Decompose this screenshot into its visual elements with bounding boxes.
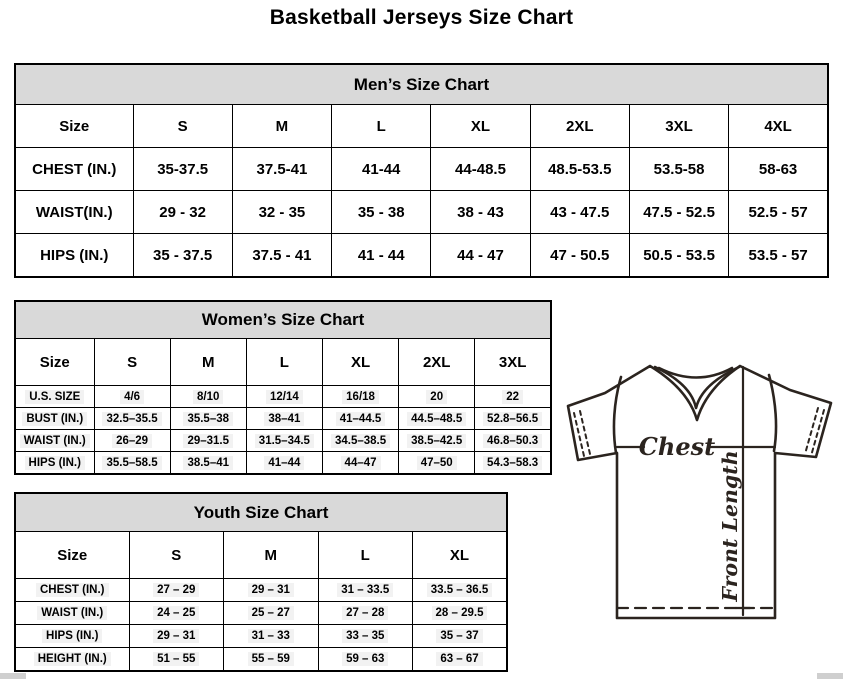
- cell-text: 16/18: [342, 390, 379, 404]
- cell-text: 31.5–34.5: [255, 434, 314, 448]
- column-header-2xl: 2XL: [530, 105, 629, 148]
- row-label: HIPS (IN.): [15, 234, 133, 278]
- table-cell: 47 - 50.5: [530, 234, 629, 278]
- row-label: [15, 579, 129, 602]
- cell-text: 27 – 28: [342, 606, 388, 620]
- table-cell: 58-63: [729, 148, 828, 191]
- table-cell: 52.5 - 57: [729, 191, 828, 234]
- table-cell: 50.5 - 53.5: [629, 234, 728, 278]
- table-cell: 37.5 - 41: [232, 234, 331, 278]
- mens-table-title: Men’s Size Chart: [15, 64, 828, 105]
- cell-text: 46.8–50.3: [483, 434, 542, 448]
- cell-text: WAIST (IN.): [20, 434, 90, 448]
- table-cell: [399, 386, 475, 408]
- cell-text: 33 – 35: [342, 629, 388, 643]
- table-cell: [129, 625, 224, 648]
- table-cell: [170, 408, 246, 430]
- cell-text: WAIST (IN.): [37, 606, 107, 620]
- cell-text: 34.5–38.5: [331, 434, 390, 448]
- cell-text: 59 – 63: [342, 652, 388, 666]
- table-cell: 35 - 38: [332, 191, 431, 234]
- cell-text: U.S. SIZE: [25, 390, 84, 404]
- column-header-s: S: [129, 532, 224, 579]
- size-corner-header: Size: [15, 532, 129, 579]
- table-row: [15, 579, 507, 602]
- jersey-outline: [568, 366, 831, 618]
- table-cell: [322, 408, 398, 430]
- column-header-xl: XL: [322, 339, 398, 386]
- table-cell: [318, 625, 413, 648]
- table-row: [15, 191, 828, 234]
- womens-table-title: Women’s Size Chart: [15, 301, 551, 339]
- cell-text: 25 – 27: [248, 606, 294, 620]
- cell-text: 35 – 37: [436, 629, 482, 643]
- cell-text: 29 – 31: [248, 583, 294, 597]
- cell-text: 24 – 25: [153, 606, 199, 620]
- column-header-xl: XL: [413, 532, 508, 579]
- cell-text: HIPS (IN.): [42, 629, 102, 643]
- jersey-diagram-svg: [560, 356, 843, 628]
- table-cell: 32 - 35: [232, 191, 331, 234]
- cell-text: 4/6: [120, 390, 144, 404]
- table-row: [15, 234, 828, 278]
- row-label: WAIST(IN.): [15, 191, 133, 234]
- table-cell: [413, 648, 508, 672]
- cell-text: 33.5 – 36.5: [427, 583, 493, 597]
- table-cell: 48.5-53.5: [530, 148, 629, 191]
- cell-text: 12/14: [266, 390, 303, 404]
- table-cell: 44 - 47: [431, 234, 530, 278]
- table-cell: [475, 408, 551, 430]
- horizontal-scrollbar-right-stub[interactable]: [817, 673, 843, 679]
- table-cell: [322, 430, 398, 452]
- table-cell: [475, 386, 551, 408]
- table-cell: [129, 602, 224, 625]
- table-cell: [246, 452, 322, 475]
- table-cell: [246, 386, 322, 408]
- table-cell: 53.5-58: [629, 148, 728, 191]
- cell-text: 27 – 29: [153, 583, 199, 597]
- table-cell: [170, 386, 246, 408]
- table-cell: [399, 408, 475, 430]
- column-header-3xl: 3XL: [629, 105, 728, 148]
- mens-size-table: [14, 63, 829, 278]
- table-cell: [224, 648, 319, 672]
- cell-text: 29–31.5: [183, 434, 233, 448]
- row-label: [15, 386, 94, 408]
- cell-text: 35.5–38: [183, 412, 233, 426]
- cell-text: 38.5–41: [183, 456, 233, 470]
- table-cell: [413, 579, 508, 602]
- table-row: [15, 386, 551, 408]
- table-cell: [170, 430, 246, 452]
- table-cell: [224, 625, 319, 648]
- table-row: [15, 625, 507, 648]
- cell-text: 8/10: [193, 390, 223, 404]
- cell-text: 38.5–42.5: [407, 434, 466, 448]
- table-cell: [318, 602, 413, 625]
- table-cell: [475, 430, 551, 452]
- table-cell: [413, 625, 508, 648]
- row-label: [15, 602, 129, 625]
- cell-text: 52.8–56.5: [483, 412, 542, 426]
- table-row: [15, 452, 551, 475]
- table-cell: 38 - 43: [431, 191, 530, 234]
- cell-text: 44–47: [341, 456, 381, 470]
- table-cell: 47.5 - 52.5: [629, 191, 728, 234]
- table-cell: [224, 579, 319, 602]
- column-header-l: L: [318, 532, 413, 579]
- cell-text: CHEST (IN.): [36, 583, 109, 597]
- cell-text: 44.5–48.5: [407, 412, 466, 426]
- table-cell: [94, 386, 170, 408]
- column-header-2xl: 2XL: [399, 339, 475, 386]
- cell-text: 28 – 29.5: [432, 606, 488, 620]
- table-cell: [322, 386, 398, 408]
- table-cell: [399, 452, 475, 475]
- horizontal-scrollbar-left-stub[interactable]: [0, 673, 26, 679]
- row-label: [15, 625, 129, 648]
- table-cell: 43 - 47.5: [530, 191, 629, 234]
- table-cell: 37.5-41: [232, 148, 331, 191]
- table-row: [15, 648, 507, 672]
- cell-text: 22: [502, 390, 523, 404]
- cell-text: 55 – 59: [248, 652, 294, 666]
- size-corner-header: Size: [15, 105, 133, 148]
- womens-size-table: [14, 300, 552, 475]
- table-cell: [318, 648, 413, 672]
- column-header-l: L: [246, 339, 322, 386]
- cell-text: 29 – 31: [153, 629, 199, 643]
- table-cell: [318, 579, 413, 602]
- table-cell: [94, 430, 170, 452]
- page-title: Basketball Jerseys Size Chart: [269, 6, 574, 29]
- cell-text: 41–44.5: [336, 412, 386, 426]
- row-label: [15, 430, 94, 452]
- row-label: [15, 648, 129, 672]
- column-header-l: L: [332, 105, 431, 148]
- column-header-3xl: 3XL: [475, 339, 551, 386]
- table-cell: [129, 579, 224, 602]
- table-cell: 41-44: [332, 148, 431, 191]
- cell-text: 32.5–35.5: [102, 412, 161, 426]
- table-cell: [224, 602, 319, 625]
- table-cell: [94, 452, 170, 475]
- size-corner-header: Size: [15, 339, 94, 386]
- youth-table-title: Youth Size Chart: [15, 493, 507, 532]
- table-cell: 41 - 44: [332, 234, 431, 278]
- cell-text: 31 – 33.5: [337, 583, 393, 597]
- table-row: [15, 408, 551, 430]
- cell-text: 35.5–58.5: [102, 456, 161, 470]
- jersey-measurement-diagram: [560, 356, 843, 628]
- row-label: CHEST (IN.): [15, 148, 133, 191]
- row-label: [15, 452, 94, 475]
- table-cell: [129, 648, 224, 672]
- cell-text: 63 – 67: [436, 652, 482, 666]
- cell-text: 47–50: [417, 456, 457, 470]
- table-row: [15, 602, 507, 625]
- table-cell: 35 - 37.5: [133, 234, 232, 278]
- cell-text: 26–29: [112, 434, 152, 448]
- youth-size-table: [14, 492, 508, 672]
- cell-text: 41–44: [264, 456, 304, 470]
- column-header-s: S: [94, 339, 170, 386]
- table-row: [15, 430, 551, 452]
- table-cell: [399, 430, 475, 452]
- column-header-m: M: [232, 105, 331, 148]
- table-cell: 44-48.5: [431, 148, 530, 191]
- cell-text: 31 – 33: [248, 629, 294, 643]
- table-cell: 29 - 32: [133, 191, 232, 234]
- size-header-row: [15, 339, 551, 386]
- column-header-m: M: [170, 339, 246, 386]
- cell-text: HIPS (IN.): [25, 456, 85, 470]
- row-label: [15, 408, 94, 430]
- table-cell: [475, 452, 551, 475]
- table-cell: 53.5 - 57: [729, 234, 828, 278]
- column-header-xl: XL: [431, 105, 530, 148]
- column-header-s: S: [133, 105, 232, 148]
- size-header-row: [15, 105, 828, 148]
- cell-text: 51 – 55: [153, 652, 199, 666]
- table-cell: [413, 602, 508, 625]
- table-cell: [246, 408, 322, 430]
- cell-text: 20: [426, 390, 447, 404]
- column-header-4xl: 4XL: [729, 105, 828, 148]
- table-cell: [322, 452, 398, 475]
- front-length-label: Front Length: [718, 450, 742, 602]
- table-cell: [246, 430, 322, 452]
- table-cell: 35-37.5: [133, 148, 232, 191]
- table-cell: [94, 408, 170, 430]
- cell-text: BUST (IN.): [22, 412, 87, 426]
- chest-label: Chest: [638, 432, 716, 461]
- size-header-row: [15, 532, 507, 579]
- cell-text: 54.3–58.3: [483, 456, 542, 470]
- column-header-m: M: [224, 532, 319, 579]
- table-cell: [170, 452, 246, 475]
- table-row: [15, 148, 828, 191]
- cell-text: 38–41: [264, 412, 304, 426]
- cell-text: HEIGHT (IN.): [34, 652, 111, 666]
